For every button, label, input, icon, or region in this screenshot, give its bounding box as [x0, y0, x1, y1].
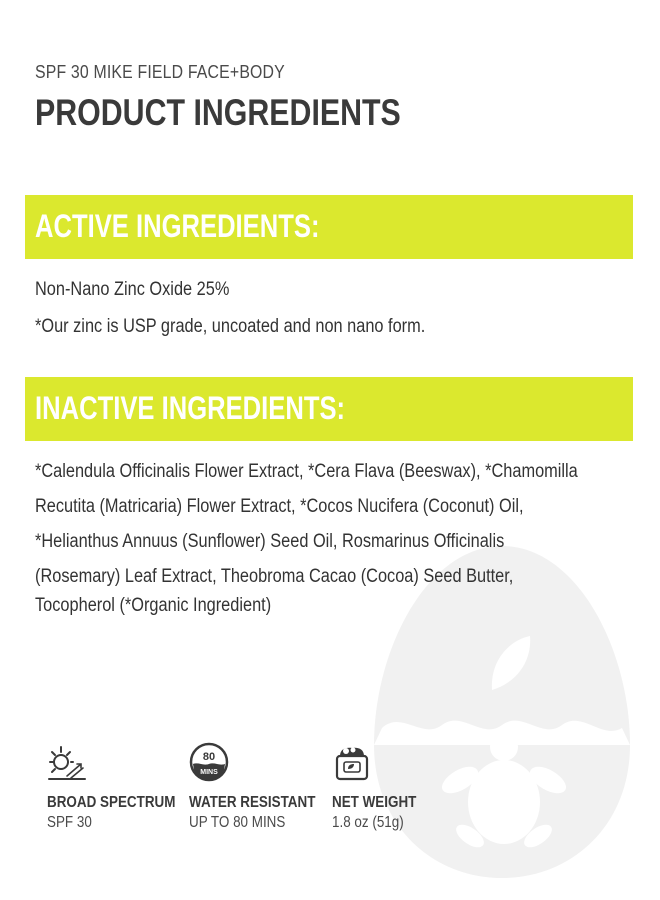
- jar-icon: [332, 742, 372, 782]
- watermark-turtle-head: [490, 733, 518, 761]
- inactive-ingredient-line: (Rosemary) Leaf Extract, Theobroma Cacao (Cocoa) Seed Butter,: [35, 566, 514, 587]
- inactive-ingredient-line: *Calendula Officinalis Flower Extract, *Cera Flava (Beeswax), *Chamomilla: [35, 461, 578, 482]
- feature-water-resistant: [189, 742, 340, 832]
- feature-broad-spectrum: [47, 742, 200, 832]
- page-title: PRODUCT INGREDIENTS: [35, 92, 401, 133]
- active-ingredients-band: [25, 195, 633, 259]
- inactive-ingredient-line: Tocopherol (*Organic Ingredient): [35, 595, 272, 616]
- feature-label: BROAD SPECTRUM: [47, 794, 176, 811]
- badge-number: 80: [202, 751, 216, 763]
- watermark-turtle-shell: [468, 760, 540, 844]
- active-ingredient-note: *Our zinc is USP grade, uncoated and non nano form.: [35, 316, 426, 337]
- inactive-ingredients-heading: INACTIVE INGREDIENTS:: [35, 390, 346, 426]
- feature-value: SPF 30: [47, 814, 92, 831]
- feature-value: 1.8 oz (51g): [332, 814, 404, 831]
- inactive-ingredient-line: Recutita (Matricaria) Flower Extract, *Cocos Nucifera (Coconut) Oil,: [35, 496, 524, 517]
- inactive-ingredient-line: *Helianthus Annuus (Sunflower) Seed Oil, Rosmarinus Officinalis: [35, 531, 505, 552]
- feature-value: UP TO 80 MINS: [189, 814, 286, 831]
- water-resistant-badge-icon: [189, 742, 229, 782]
- active-ingredients-heading: ACTIVE INGREDIENTS:: [35, 208, 320, 244]
- active-ingredient-line: Non-Nano Zinc Oxide 25%: [35, 279, 230, 300]
- sun-icon: [47, 742, 87, 782]
- feature-label: NET WEIGHT: [332, 794, 417, 811]
- feature-net-weight: [332, 742, 432, 832]
- inactive-ingredients-band: [25, 377, 633, 441]
- badge-unit: MINS: [200, 769, 218, 776]
- page-subtitle: SPF 30 MIKE FIELD FACE+BODY: [35, 62, 285, 82]
- feature-label: WATER RESISTANT: [189, 794, 316, 811]
